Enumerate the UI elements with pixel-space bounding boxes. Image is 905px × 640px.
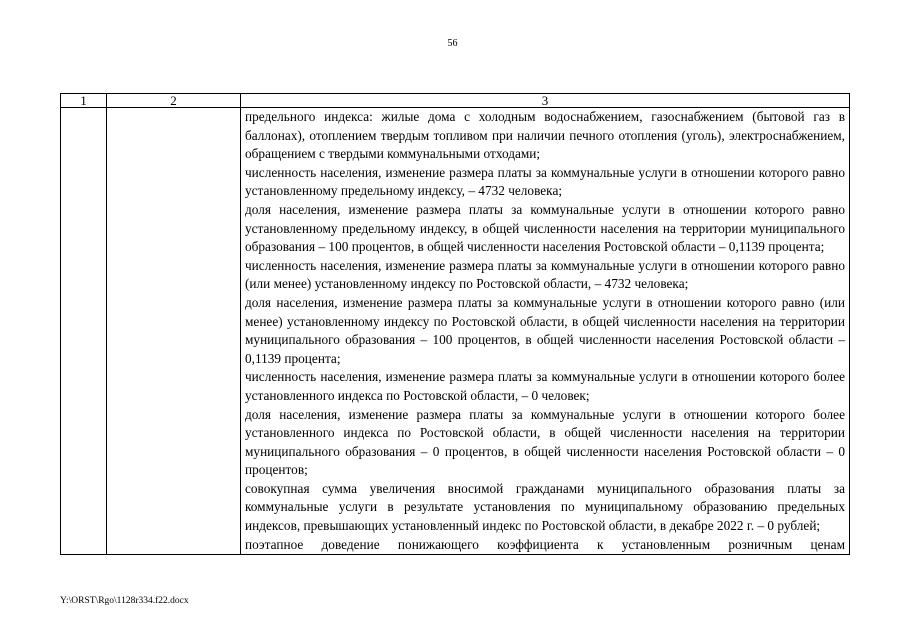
paragraph-1: предельного индекса: жилые дома с холодным водоснабжением, газоснабжением (бытовой газ в баллонах), отоплением твердым топливом при наличии печного отопления (уголь), электроснабжением, обращением с твердыми коммунальными отходами; xyxy=(245,109,845,162)
column-header-2: 2 xyxy=(107,94,241,108)
paragraph-4: численность населения, изменение размера платы за коммунальные услуги в отношении которого равно (или менее) установленному индексу по Ростовской области, – 4732 человека; xyxy=(245,257,845,292)
paragraph-5: доля населения, изменение размера платы за коммунальные услуги в отношении которого равно (или менее) установленному индексу по Ростовской области, в общей численности населения на территории муниципального образования – 100 процентов, в общей численности населения Ростовской области – 0,1139 процента; xyxy=(245,294,845,366)
table-cell-col3 xyxy=(241,108,850,555)
paragraph-9: поэтапное доведение понижающего коэффициента к установленным розничным ценам xyxy=(245,536,845,552)
table-row xyxy=(61,108,850,555)
table-cell-col1 xyxy=(61,108,107,555)
column-header-3: 3 xyxy=(241,94,850,108)
paragraph-8: совокупная сумма увеличения вносимой гражданами муниципального образования платы за коммунальные услуги в результате установления по муниципальному образованию предельных индексов, превышающих установленный индекс по Ростовской области, в декабре 2022 г. – 0 рублей; xyxy=(245,480,845,534)
file-path-footer: Y:\ORST\Rgo\1128r334.f22.docx xyxy=(60,596,189,606)
page-number: 56 xyxy=(447,38,458,49)
column-header-1: 1 xyxy=(61,94,107,108)
paragraph-3: доля населения, изменение размера платы за коммунальные услуги в отношении которого равно установленному предельному индексу, в общей численности населения на территории муниципального образования – 100 процентов, в общей численности населения Ростовской области – 0,1139 процента; xyxy=(245,201,845,255)
table-cell-col2 xyxy=(107,108,241,555)
paragraph-6: численность населения, изменение размера платы за коммунальные услуги в отношении которого более установленного индекса по Ростовской области, – 0 человек; xyxy=(245,369,845,403)
table-header-row xyxy=(61,94,850,108)
paragraph-7: доля населения, изменение размера платы за коммунальные услуги в отношении которого более установленного индекса по Ростовской области, в общей численности населения на территории муниципального образования – 0 процентов, в общей численности населения Ростовской области – 0 процентов; xyxy=(245,406,845,478)
document-table xyxy=(60,93,850,555)
paragraph-2: численность населения, изменение размера платы за коммунальные услуги в отношении которого равно установленному предельному индексу, – 4732 человека; xyxy=(245,164,845,199)
